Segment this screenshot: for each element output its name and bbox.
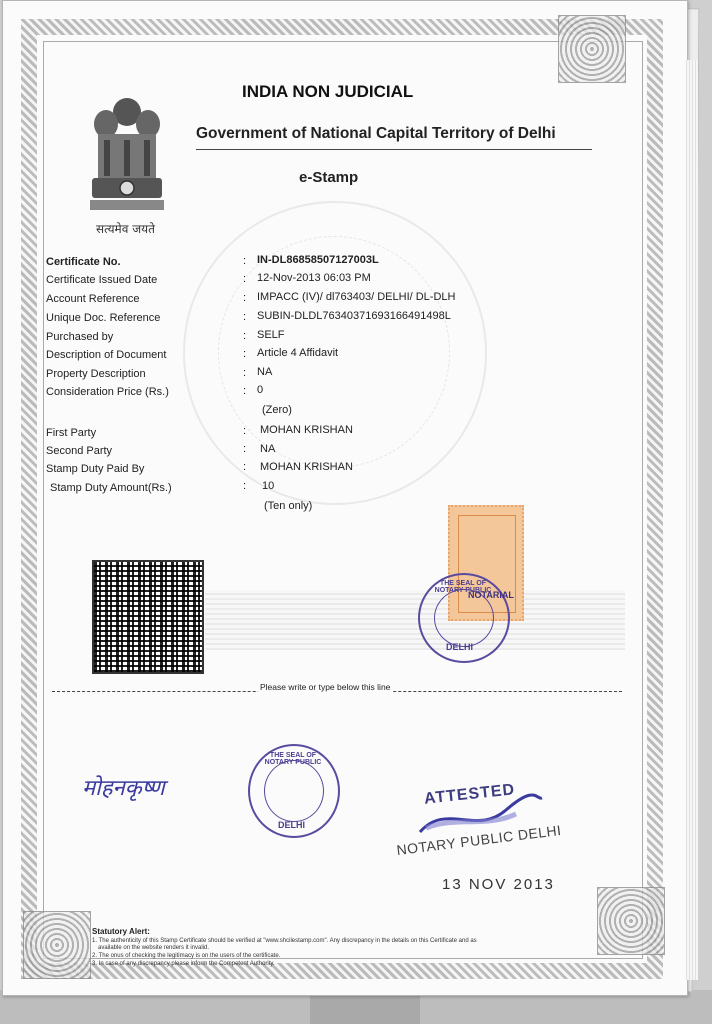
field-label-certificate-no: Certificate No.: [46, 256, 121, 268]
field-value-issued-date: 12-Nov-2013 06:03 PM: [257, 272, 371, 284]
colon: :: [243, 461, 247, 473]
statutory-alert-line: 3. In case of any discrepancy please inform the Competent Authority.: [92, 961, 275, 967]
colon: :: [243, 425, 247, 437]
title-underline: [196, 149, 592, 150]
field-value-account-reference: IMPACC (IV)/ dl763403/ DELHI/ DL-DLH: [257, 291, 456, 303]
colon: :: [243, 348, 247, 360]
colon: :: [243, 385, 247, 397]
field-value-stamp-duty-amount-words: (Ten only): [264, 500, 313, 512]
field-label-unique-doc-reference: Unique Doc. Reference: [46, 312, 161, 324]
national-emblem-icon: [84, 90, 170, 220]
emblem-motto: सत्यमेव जयते: [96, 222, 155, 236]
colon: :: [243, 311, 247, 323]
field-label-issued-date: Certificate Issued Date: [46, 274, 158, 286]
notary-seal-inner-ring: [264, 760, 324, 822]
notary-public-stamp: NOTARY PUBLIC DELHI: [395, 821, 563, 859]
attested-stamp: ATTESTED: [423, 781, 516, 808]
field-label-property-description: Property Description: [46, 368, 146, 380]
corner-ornament-bottom-right: [597, 887, 665, 955]
field-value-second-party: NA: [260, 443, 276, 455]
field-value-stamp-duty-paid-by: MOHAN KRISHAN: [260, 461, 353, 473]
field-label-first-party: First Party: [46, 427, 97, 439]
field-value-first-party: MOHAN KRISHAN: [260, 424, 353, 436]
field-value-certificate-no: IN-DL86858507127003L: [257, 254, 379, 266]
field-value-consideration-price-words: (Zero): [262, 404, 292, 416]
field-label-stamp-duty-amount: Stamp Duty Amount(Rs.): [50, 482, 172, 494]
field-value-consideration-price: 0: [257, 384, 264, 396]
colon: :: [243, 443, 247, 455]
colon: :: [243, 330, 247, 342]
statutory-alert-line: available on the website renders it invalid.: [98, 945, 210, 951]
title-india-non-judicial: INDIA NON JUDICIAL: [242, 82, 414, 101]
field-label-stamp-duty-paid-by: Stamp Duty Paid By: [46, 463, 145, 475]
security-strip: [205, 590, 625, 650]
colon: :: [243, 480, 247, 492]
statutory-alert-title: Statutory Alert:: [92, 927, 150, 936]
colon: :: [243, 255, 247, 267]
colon: :: [243, 292, 247, 304]
title-government: Government of National Capital Territory of Delhi: [196, 125, 556, 142]
notary-seal-bottom-ring-text: THE SEAL OF NOTARY PUBLIC: [264, 752, 322, 766]
colon: :: [243, 273, 247, 285]
page-edges: [686, 60, 698, 980]
field-label-description-of-document: Description of Document: [46, 349, 167, 361]
notary-seal-bottom-city: DELHI: [278, 820, 305, 830]
statutory-alert-line: 1. The authenticity of this Stamp Certificate should be verified at "www.shcilestamp.com". Any discrepancy in the details on this Certificate and as: [92, 938, 477, 944]
field-value-property-description: NA: [257, 366, 273, 378]
notary-seal-top-ring-text: THE SEAL OF NOTARY PUBLIC: [434, 580, 492, 594]
colon: :: [243, 367, 247, 379]
statutory-alert-line: 2. The onus of checking the legitimacy is on the users of the certificate.: [92, 953, 281, 959]
notarial-stamp-label: NOTARIAL: [468, 590, 514, 600]
handwritten-signature: मोहनकृष्ण: [82, 776, 165, 801]
field-label-account-reference: Account Reference: [46, 293, 140, 305]
field-label-second-party: Second Party: [46, 445, 113, 457]
field-value-stamp-duty-amount: 10: [262, 480, 275, 492]
notary-seal-top-city: DELHI: [446, 642, 473, 652]
field-label-consideration-price: Consideration Price (Rs.): [46, 386, 169, 398]
corner-ornament-top-right: [558, 15, 626, 83]
write-below-label: Please write or type below this line: [260, 682, 391, 692]
qr-code: [92, 560, 204, 674]
date-stamp: 13 NOV 2013: [442, 876, 555, 893]
corner-ornament-bottom-left: [23, 911, 91, 979]
title-e-stamp: e-Stamp: [299, 169, 359, 186]
field-value-unique-doc-reference: SUBIN-DLDL76340371693166491498L: [257, 310, 451, 322]
field-value-purchased-by: SELF: [257, 329, 285, 341]
field-value-description-of-document: Article 4 Affidavit: [257, 347, 339, 359]
field-label-purchased-by: Purchased by: [46, 331, 114, 343]
